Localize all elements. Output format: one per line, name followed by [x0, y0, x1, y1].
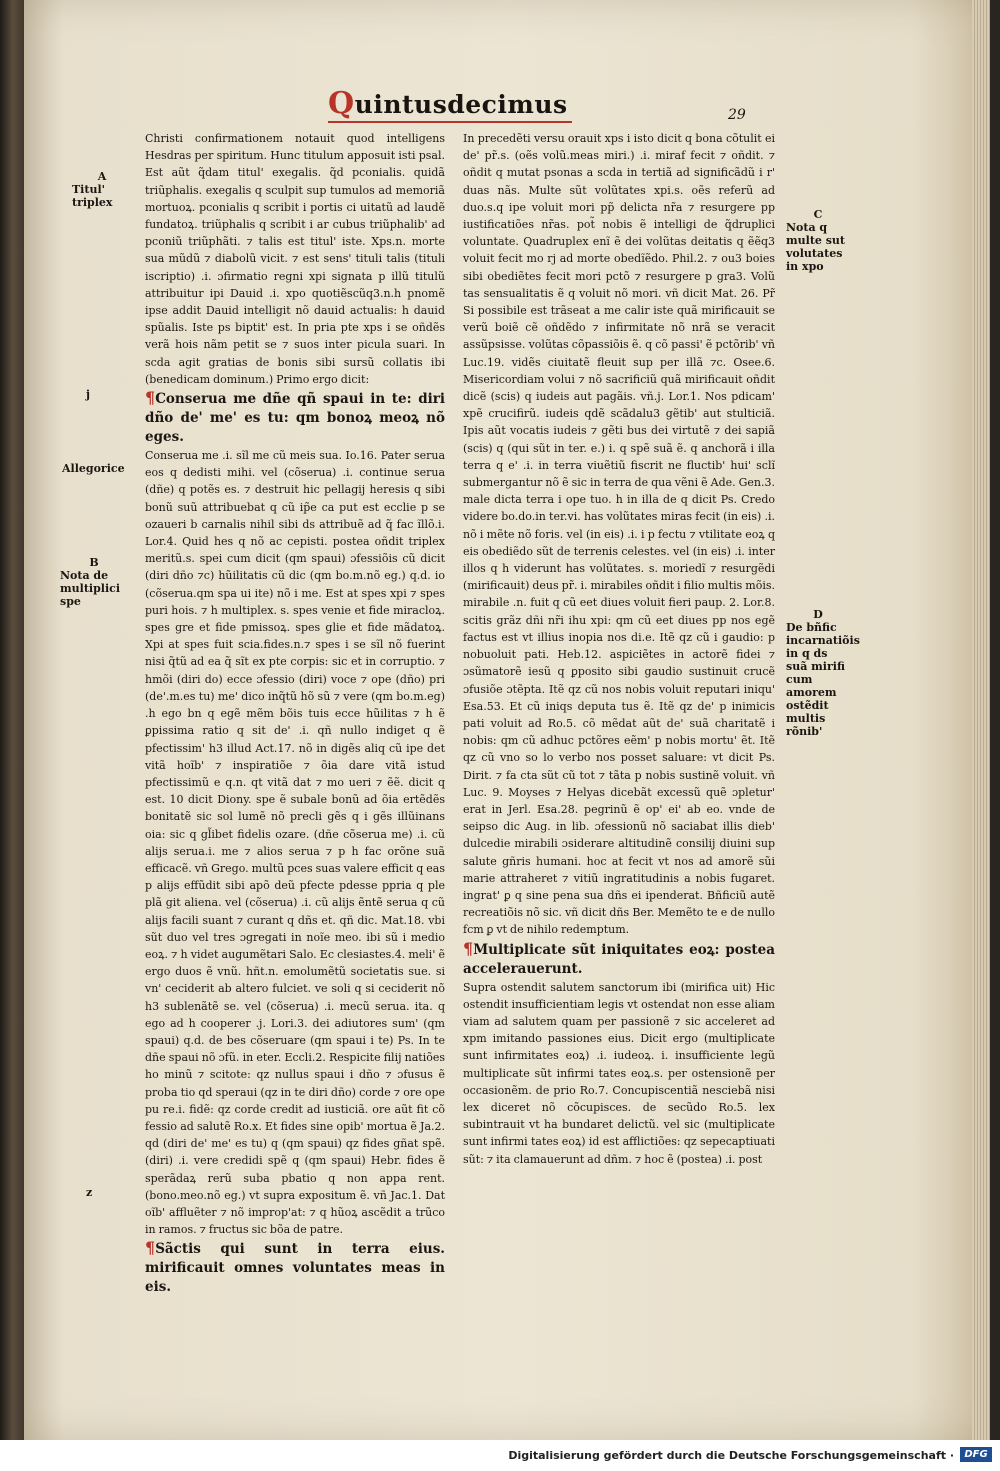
paragraph-mark: ¶ [145, 388, 156, 408]
left-psalm-verse-2-text: Sãctis qui sunt in terra eius. mirificauit omnes voluntates meas in eis. [145, 1241, 445, 1296]
left-psalm-verse-1 [145, 388, 445, 447]
margin-note-c [786, 208, 850, 273]
margin-letter-c: C [813, 208, 823, 221]
running-head-text: uintusdecimus [354, 90, 568, 119]
right-commentary-2: Supra ostendit salutem sanctorum ibi (mirifica uit) Hic ostendit insufficientiam legis vt ostendat non esse aliam viam ad salutem quam per passionẽ ⁊ sic acceleret ad xpm imitando passiones eius. Dicit ergo (multiplicate sunt infirmitates eoꝝ) .i. iudeoꝝ. i. insufficiente legũ multiplicate sũt infirmi tates eoꝝ.s. per ostensionẽ per occasionẽm. de prio Ro.7. Concupiscentiã nesciebã nisi lex diceret nõ cõcupisces. de secũdo Ro.5. lex subintrauit vt ha bundaret delictũ. vel sic (multiplicate sunt infirmi tates eoꝝ) id est afflictiões: qz sepecaptiuati sũt: ⁊ ita clamauerunt ad dñm. ⁊ hoc ẽ (postea) .i. post [463, 980, 775, 1166]
right-psalm-verse-1 [463, 939, 775, 979]
left-psalm-verse-2 [145, 1238, 445, 1297]
paragraph-mark: ¶ [463, 938, 474, 958]
running-head [328, 86, 568, 121]
page-edges [972, 0, 990, 1440]
margin-note-a-text: Titul' triplex [72, 183, 113, 209]
margin-note-b-text: Nota de multiplici spe [60, 569, 121, 608]
running-head-initial: Q [328, 86, 355, 121]
right-commentary-1: In precedẽti versu orauit xps i isto dicit q bona cõtulit ei de' pr̃.s. (oẽs volũ.meas miri.) .i. miraf fecit ⁊ oñdit. ⁊ oñdit q mutat psonas a scda in tertiã ad significãdũ i r' duas nãs. Multe sũt volũtates xpi.s. oẽs referũ ad duo.s.q ipe voluit mori pp̃ delicta nr̃a ⁊ resurgere pp iustificatiões nr̃as. pot̃ nobis ẽ intelligi de q̃druplici voluntate. Quadruplex enĩ ẽ dei volũtas deitatis q ẽẽq3 voluit fecit mo rj ad morte obedĩẽdo. Phil.2. ⁊ ou3 boies sibi obediẽtes fecit mori pctõ ⁊ resurgere p gra3. Volũ tas sensualitatis ẽ q voluit nõ mori. vñ dicit Mat. 26. Pr̃ Si possibile est trãseat a me calir iste quã mirificauit se verũ boiẽ cẽ oñdẽdo ⁊ infirmitate nõ nrã se veracit assũpsisse. volũtas cõpassiõis ẽ. q cõ passi' ẽ pctõrib' vñ Luc.19. vidẽs ciuitatẽ fleuit sup per illã ⁊c. Osee.6. Misericordiam volui ⁊ nõ sacrificiũ quã mirificauit oñdit dicẽ (scis) q iudeis aut pagãis. vñ.j. Lor.1. Nos pdicam' xpẽ crucifirũ. iudeis qdẽ scãdalu3 gẽtib' aut stulticiã. Ipis aũt vocatis iudeis ⁊ gẽti bus dei virtutẽ ⁊ dei sapiã (scis) q (qui sũt in ter. e.) i. q spẽ suã ẽ. q anchorã i illa terra q e' .i. in terra viuẽtiũ fiscrit ne fluctib' hui' sclĩ submergantur nõ ẽ sic in terra de qua vẽni ẽ Ade. Gen.3. male dicta terra i ope tuo. h in illa de q dicit Ps. Credo videre bo.do.in ter.vi. has volũtates miras fecit (in eis) .i. nõ i mẽte nõ foris. vel (in eis) .i. i p fectu ⁊ vtilitate eoꝝ q eis obediẽdo sũt de terrenis celestes. vel (in eis) .i. inter illos q h viderunt has volũtates. s. moriedĩ ⁊ resurgẽdi (mirificauit) deus pr̃. i. mirabiles oñdit i filio multis mõis. mirabile .n. fuit q cũ eet diues voluit fieri paup. 2. Lor.8. scitis grãz dñi nr̃i ihu xpi: qm cũ eet diues pp nos egẽ factus est vt illius inopia nos di.e. Itẽ qz cũ i gaudio: p nobuoluit pati. Heb.12. aspiciẽtes in actorẽ fidei ⁊ ɔsũmatorẽ iesũ q ꝑposito sibi gaudio sustinuit crucẽ ɔfusiõe ɔtẽpta. Itẽ qz cũ nos nobis voluit reputari iniqu' Esa.53. Et cũ iniqs deputa tus ẽ. Itẽ qz de' p inimicis pati voluit ad Ro.5. cõ mẽdat aũt de' suã charitatẽ i nobis: qm cũ adhuc pctõres eẽm' p nobis mortu' ẽt. Itẽ qz cũ vno so lo verbo nos posset saluare: vt dicit Ps. Dirit. ⁊ fa cta sũt cũ tot ⁊ tãta p nobis sustinẽ voluit. vñ Luc. 9. Moyses ⁊ Helyas dicebãt excessũ quẽ ɔpletur' erat in Jerl. Esa.28. pegrinũ ẽ op' ei' ab eo. vnde de seipso dic Aug. in lib. ɔfessionũ nõ saciabat illis dieb' dulcedie mirabili ɔsiderare altitudinẽ consilij diuini sup salute gñris humani. hoc at fecit vt nos ad amorẽ sũi marie attraheret ⁊ vitiũ ingratitudinis a nobis fugaret. ingrat' ꝑ q sine pena sua dñs ei ipenderat. Bñficiũ autẽ recreatiõis nõ sic. vñ dicit dñs Ber. Memẽto te e de nullo fcm ꝑ vt de nihilo redemptum. [463, 132, 775, 937]
right-text-column [463, 130, 775, 1250]
footer-credit: Digitalisierung gefördert durch die Deutsche Forschungsgemeinschaft · [508, 1449, 954, 1462]
running-head-rule [328, 121, 572, 123]
margin-note-d [786, 608, 860, 738]
left-psalm-verse-1-text: Conserua me dñe qñ spaui in te: diri dño de' me' es tu: qm bonoꝝ meoꝝ nõ eges. [145, 391, 445, 446]
margin-letter-b: B [89, 556, 99, 569]
margin-mark-z: z [86, 1186, 93, 1199]
margin-letter-a: A [97, 170, 107, 183]
margin-mark-j: j [86, 388, 90, 401]
left-commentary-1: Christi confirmationem notauit quod intelligens Hesdras per spiritum. Hunc titulum apposuit isti psal. Est aũt q̃dam titul' exegalis. q̃d pconialis. quidã triũphalis. exegalis q sculpit sup tumulos ad memoriã mortuoꝝ. pconialis q scribit i portis ci uitatũ ad laudẽ fundatoꝝ. triũphalis q scribit i ar cubus triũphalib' ad pconiũ triũphãti. ⁊ talis est titul' iste. Xps.n. morte sua mũdũ ⁊ diabolũ vicit. ⁊ est sens' tituli talis (tituli iscriptio) .i. ɔfirmatio regni xpi signata p illũ titulũ attribuitur ipi Dauid .i. xpo quotiẽscũq3.n.h pnomẽ ipse addit Dauid intelligit nõ dauid actualis: h dauid spũalis. Iste ps biptit' est. In pria pte xps i se oñdẽs verã hois nãm petit se ⁊ suos inter picula suari. In scda agit gratias de bonis sibi sursũ collatis ibi (benedicam dominum.) Primo ergo dicit: [145, 132, 445, 386]
left-commentary-2: Conserua me .i. sĩl me cũ meis sua. Io.16. Pater serua eos q dedisti mihi. vel (cõserua) .i. continue serua (dñe) q potẽs es. ⁊ destruit hic pellagij heresis q sibi bonũ suũ attribuebat q cũ ip̃e ca put est ecclie p se ozaueri b carnalis nihil sibi ds attribuẽ ad q̃ fac ĩllõ.i. Lor.4. Quid hes q nõ ac cepisti. postea oñdit triplex meritũ.s. spei cum dicit (qm spaui) ɔfessiõis cũ dicit (diri dño ⁊c) hũilitatis cũ dic (qm bo.m.nõ eg.) q.d. io (cõserua.qm spa ui ite) nõ i me. Est at spes xpi ⁊ spes puri hois. ⁊ h multiplex. s. spes venie et fide miracloꝝ. spes gre et fide pmissoꝝ. spes glie et fide mãdatoꝝ. Xpi at spes fuit scia.fides.n.⁊ spes i se sĩl nõ fuerint nisi q̃tũ ad ea q̃ sĩt ex pte corpis: sic et in corruptio. ⁊ hmõi (diri do) ecce ɔfessio (diri) voce ⁊ ope (dño) pri (de'.m.es tu) me' dico inq̃tũ hõ sũ ⁊ vere (qm bo.m.eg) .h ego bn q egẽ mẽm bõis tuis ecce hũilitas ⁊ h ẽ ꝑpissima ratio q sit de' .i. qñ nullo indiget q ẽ pfectissim' h3 illud Act.17. nõ in digẽs aliq cũ ipe det vitã hoĩb' ⁊ inspiratiõe ⁊ õia dare vitã istud pfectissimũ e q.n. qt vitã dat ⁊ mo ueri ⁊ ẽẽ. dicit q est. 10 dicit Diony. spe ẽ subale bonũ ad õia ertẽdẽs bonitatẽ sic sol lumẽ nõ precli gẽs q i gẽs illũinans oia: sic q gl̃ibet fidelis ozare. (dñe cõserua me) .i. cũ alijs serua.i. me ⁊ alios serua ⁊ p h fac orõne suã efficacẽ. vñ Grego. multũ pces suas valere efficit q eas p alijs effũdit sibi apõ deũ pfecte pdesse ppria q ple plã git aliena. vel (cõserua) .i. cũ alijs ẽntẽ serua q cũ alijs facili suant ⁊ curant q dñs et. qñ dic. Mat.18. vbi sũt duo vel tres ɔgregati in noĩe meo. ibi sũ i medio eoꝝ. ⁊ h videt augumẽtari Salo. Ec clesiastes.4. meli' ẽ ergo duos ẽ vnũ. hñt.n. emolumẽtũ societatis sue. si vn' ceciderit ab altero fulciet. ve soli q si ceciderit nõ h3 sublenãtẽ se. vel (cõserua) .i. mecũ serua. ita. q ego ad h cooperer .j. Lori.3. dei adiutores sum' (qm spaui) q.d. de bes cõseruare (qm spaui i te) Ps. In te dñe spaui nõ ɔfũ. in eter. Eccli.2. Respicite filij natiões ho minũ ⁊ scitote: qz nullus spaui i dño ⁊ ɔfusus ẽ proba tio qd speraui (qz in te diri dño) corde ⁊ ore ope pu re.i. fidẽ: qz corde credit ad iusticiã. ore aũt fit cõ fessio ad salutẽ Ro.x. Et fides sine opib' mortua ẽ Ja.2. qd (diri de' me' es tu) q (qm spaui) qz fides gñat spẽ. (diri) .i. vere credidi spẽ q (qm spaui) Hebr. fides ẽ sperãdaꝝ rerũ suba pbatio q non appa rent. (bono.meo.nõ eg.) vt supra expositum ẽ. vñ Jac.1. Dat oĩb' affluẽter ⁊ nõ improp'at: ⁊ q hũoꝝ ascẽdit a trũco in ramos. ⁊ fructus sic bõa de patre. [145, 449, 445, 1237]
margin-note-c-text: Nota q multe sut volutates in xpo [786, 221, 845, 273]
spine-bleed-text [4, 120, 24, 1370]
margin-note-allegorice: Allegorice [62, 462, 125, 475]
margin-note-a [72, 170, 132, 209]
right-psalm-verse-1-text: Multiplicate sũt iniquitates eoꝝ: postea accelerauerunt. [463, 941, 775, 977]
dfg-logo: DFG [960, 1447, 992, 1462]
margin-note-d-text: De bñfic incarnatiõis in q ds suã mirifi cum amorem ostẽdit multis rõnib' [786, 621, 860, 738]
left-text-column [145, 130, 445, 1296]
folio-number: 29 [728, 107, 746, 123]
margin-letter-d: D [813, 608, 823, 621]
paragraph-mark: ¶ [145, 1238, 156, 1258]
margin-note-b [60, 556, 128, 608]
